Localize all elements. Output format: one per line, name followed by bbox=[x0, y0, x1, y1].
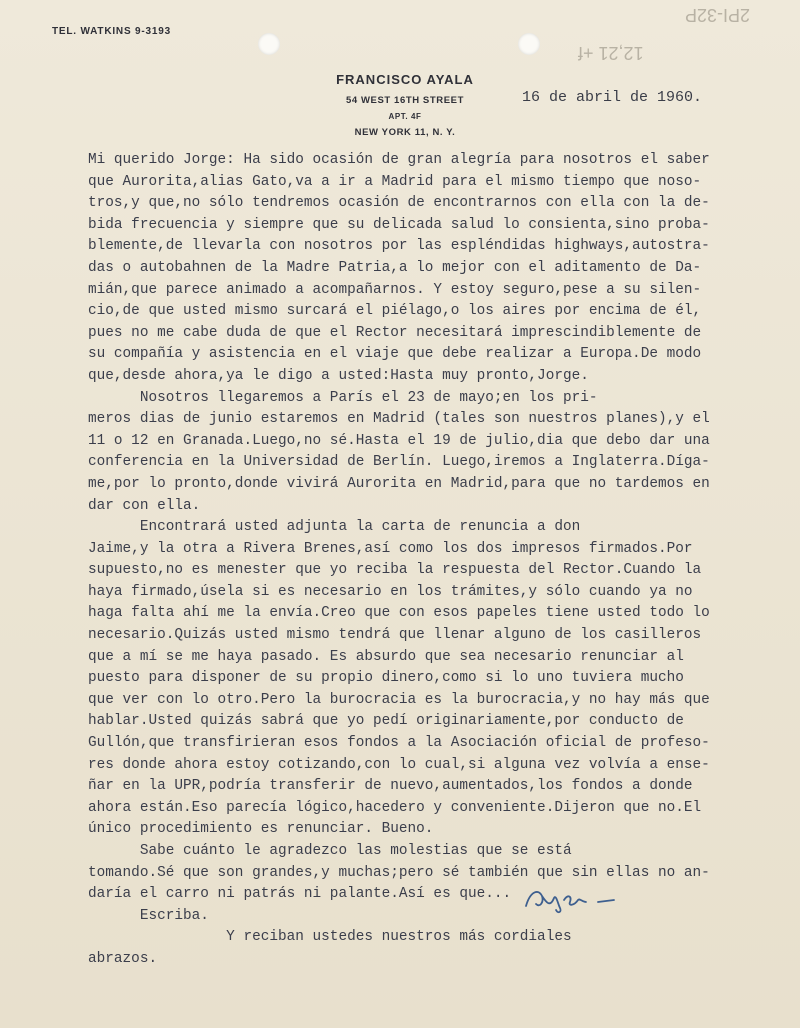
letter-body bbox=[88, 150, 788, 971]
body-line: que ver con lo otro.Pero la burocracia es la burocracia,y no hay más que bbox=[88, 691, 710, 708]
body-line: Mi querido Jorge: Ha sido ocasión de gran alegría para nosotros el saber bbox=[88, 152, 710, 168]
body-line: ñar en la UPR,podría transferir de nuevo,aumentados,los fondos a donde bbox=[88, 778, 693, 795]
body-line: conferencia en la Universidad de Berlín. Luego,iremos a Inglaterra.Díga- bbox=[88, 454, 710, 471]
body-line: tomando.Sé que son grandes,y muchas;pero sé también que sin ellas no an- bbox=[88, 864, 710, 881]
body-line: res donde ahora estoy cotizando,con lo cual,si alguna vez volvía a ense- bbox=[88, 756, 710, 773]
pencil-archive-number: 2PI-32P bbox=[685, 5, 751, 25]
body-line: Jaime,y la otra a Rivera Brenes,así como los dos impresos firmados.Por bbox=[88, 540, 693, 557]
body-line: supuesto,no es menester que yo reciba la respuesta del Rector.Cuando la bbox=[88, 562, 702, 579]
body-line: abrazos. bbox=[88, 950, 158, 967]
letterhead bbox=[320, 72, 490, 141]
body-line: hablar.Usted quizás sabrá que yo pedí originariamente,por conducto de bbox=[88, 713, 684, 730]
body-line: cio,de que usted mismo surcará el piélago,o los aires por encima de él, bbox=[88, 303, 702, 320]
body-line: ahora están.Eso parecía lógico,hacedero y conveniente.Dijeron que no.El bbox=[88, 799, 702, 816]
body-line: puesto para disponer de su propio dinero,como si lo uno tuviera mucho bbox=[88, 670, 684, 687]
body-line: dar con ella. bbox=[88, 497, 201, 514]
body-line: Nosotros llegaremos a París el 23 de mayo;en los pri- bbox=[88, 389, 598, 406]
body-line: tros,y que,no sólo tendremos ocasión de encontrarnos con ella con la de- bbox=[88, 195, 710, 212]
body-line: haya firmado,úsela si es necesario en los trámites,y sólo cuando ya no bbox=[88, 583, 693, 600]
punch-hole-left bbox=[258, 33, 280, 55]
sender-name: FRANCISCO AYALA bbox=[336, 72, 474, 87]
body-line: Gullón,que transfirieran esos fondos a la Asociación oficial de profeso- bbox=[88, 735, 710, 752]
pencil-note: 12,21 +f bbox=[578, 43, 644, 63]
body-line: 11 o 12 en Granada.Luego,no sé.Hasta el 19 de julio,dia que debo dar una bbox=[88, 432, 710, 449]
sender-apt: APT. 4F bbox=[388, 112, 422, 121]
punch-hole-right bbox=[518, 33, 540, 55]
body-line: mián,que parece animado a acompañarnos. Y estoy seguro,pese a su silen- bbox=[88, 281, 702, 298]
body-line: que Aurorita,alias Gato,va a ir a Madrid para el mismo tiempo que noso- bbox=[88, 173, 702, 190]
body-line: blemente,de llevarla con nosotros por las espléndidas highways,autostra- bbox=[88, 238, 710, 255]
body-line: das o autobahnen de la Madre Patria,a lo mejor con el aditamento de Da- bbox=[88, 259, 702, 276]
body-line: que a mí se me haya pasado. Es absurdo que sea necesario renunciar al bbox=[88, 648, 684, 665]
body-line: Encontrará usted adjunta la carta de renuncia a don bbox=[88, 519, 581, 536]
letter-date: 16 de abril de 1960. bbox=[522, 89, 703, 106]
body-line: que,desde ahora,ya le digo a usted:Hasta muy pronto,Jorge. bbox=[88, 367, 589, 384]
body-line: meros dias de junio estaremos en Madrid (tales son nuestros planes),y el bbox=[88, 411, 710, 428]
signature-icon bbox=[520, 878, 630, 923]
body-line: Sabe cuánto le agradezco las molestias que se está bbox=[88, 843, 572, 859]
body-line: me,por lo pronto,donde vivirá Aurorita en Madrid,para que no tardemos en bbox=[88, 475, 710, 492]
sender-street: 54 WEST 16TH STREET bbox=[345, 95, 465, 106]
body-line: Escriba. bbox=[88, 907, 209, 924]
telephone-line: TEL. WATKINS 9-3193 bbox=[52, 26, 171, 37]
body-line: Y reciban ustedes nuestros más cordiales bbox=[88, 929, 572, 946]
body-line: pues no me cabe duda de que el Rector necesitará imprescindiblemente de bbox=[88, 324, 702, 341]
body-line: único procedimiento es renunciar. Bueno. bbox=[88, 821, 434, 838]
sender-city: NEW YORK 11, N. Y. bbox=[354, 127, 456, 138]
body-line: daría el carro ni patrás ni palante.Así es que... bbox=[88, 886, 512, 903]
body-line: necesario.Quizás usted mismo tendrá que llenar alguno de los casilleros bbox=[88, 627, 702, 644]
body-line: haga falta ahí me la envía.Creo que con esos papeles tiene usted todo lo bbox=[88, 605, 710, 622]
body-line: bida frecuencia y siempre que su delicada salud lo consienta,sino proba- bbox=[88, 216, 710, 233]
body-line: su compañía y asistencia en el viaje que debe realizar a Europa.De modo bbox=[88, 346, 702, 363]
